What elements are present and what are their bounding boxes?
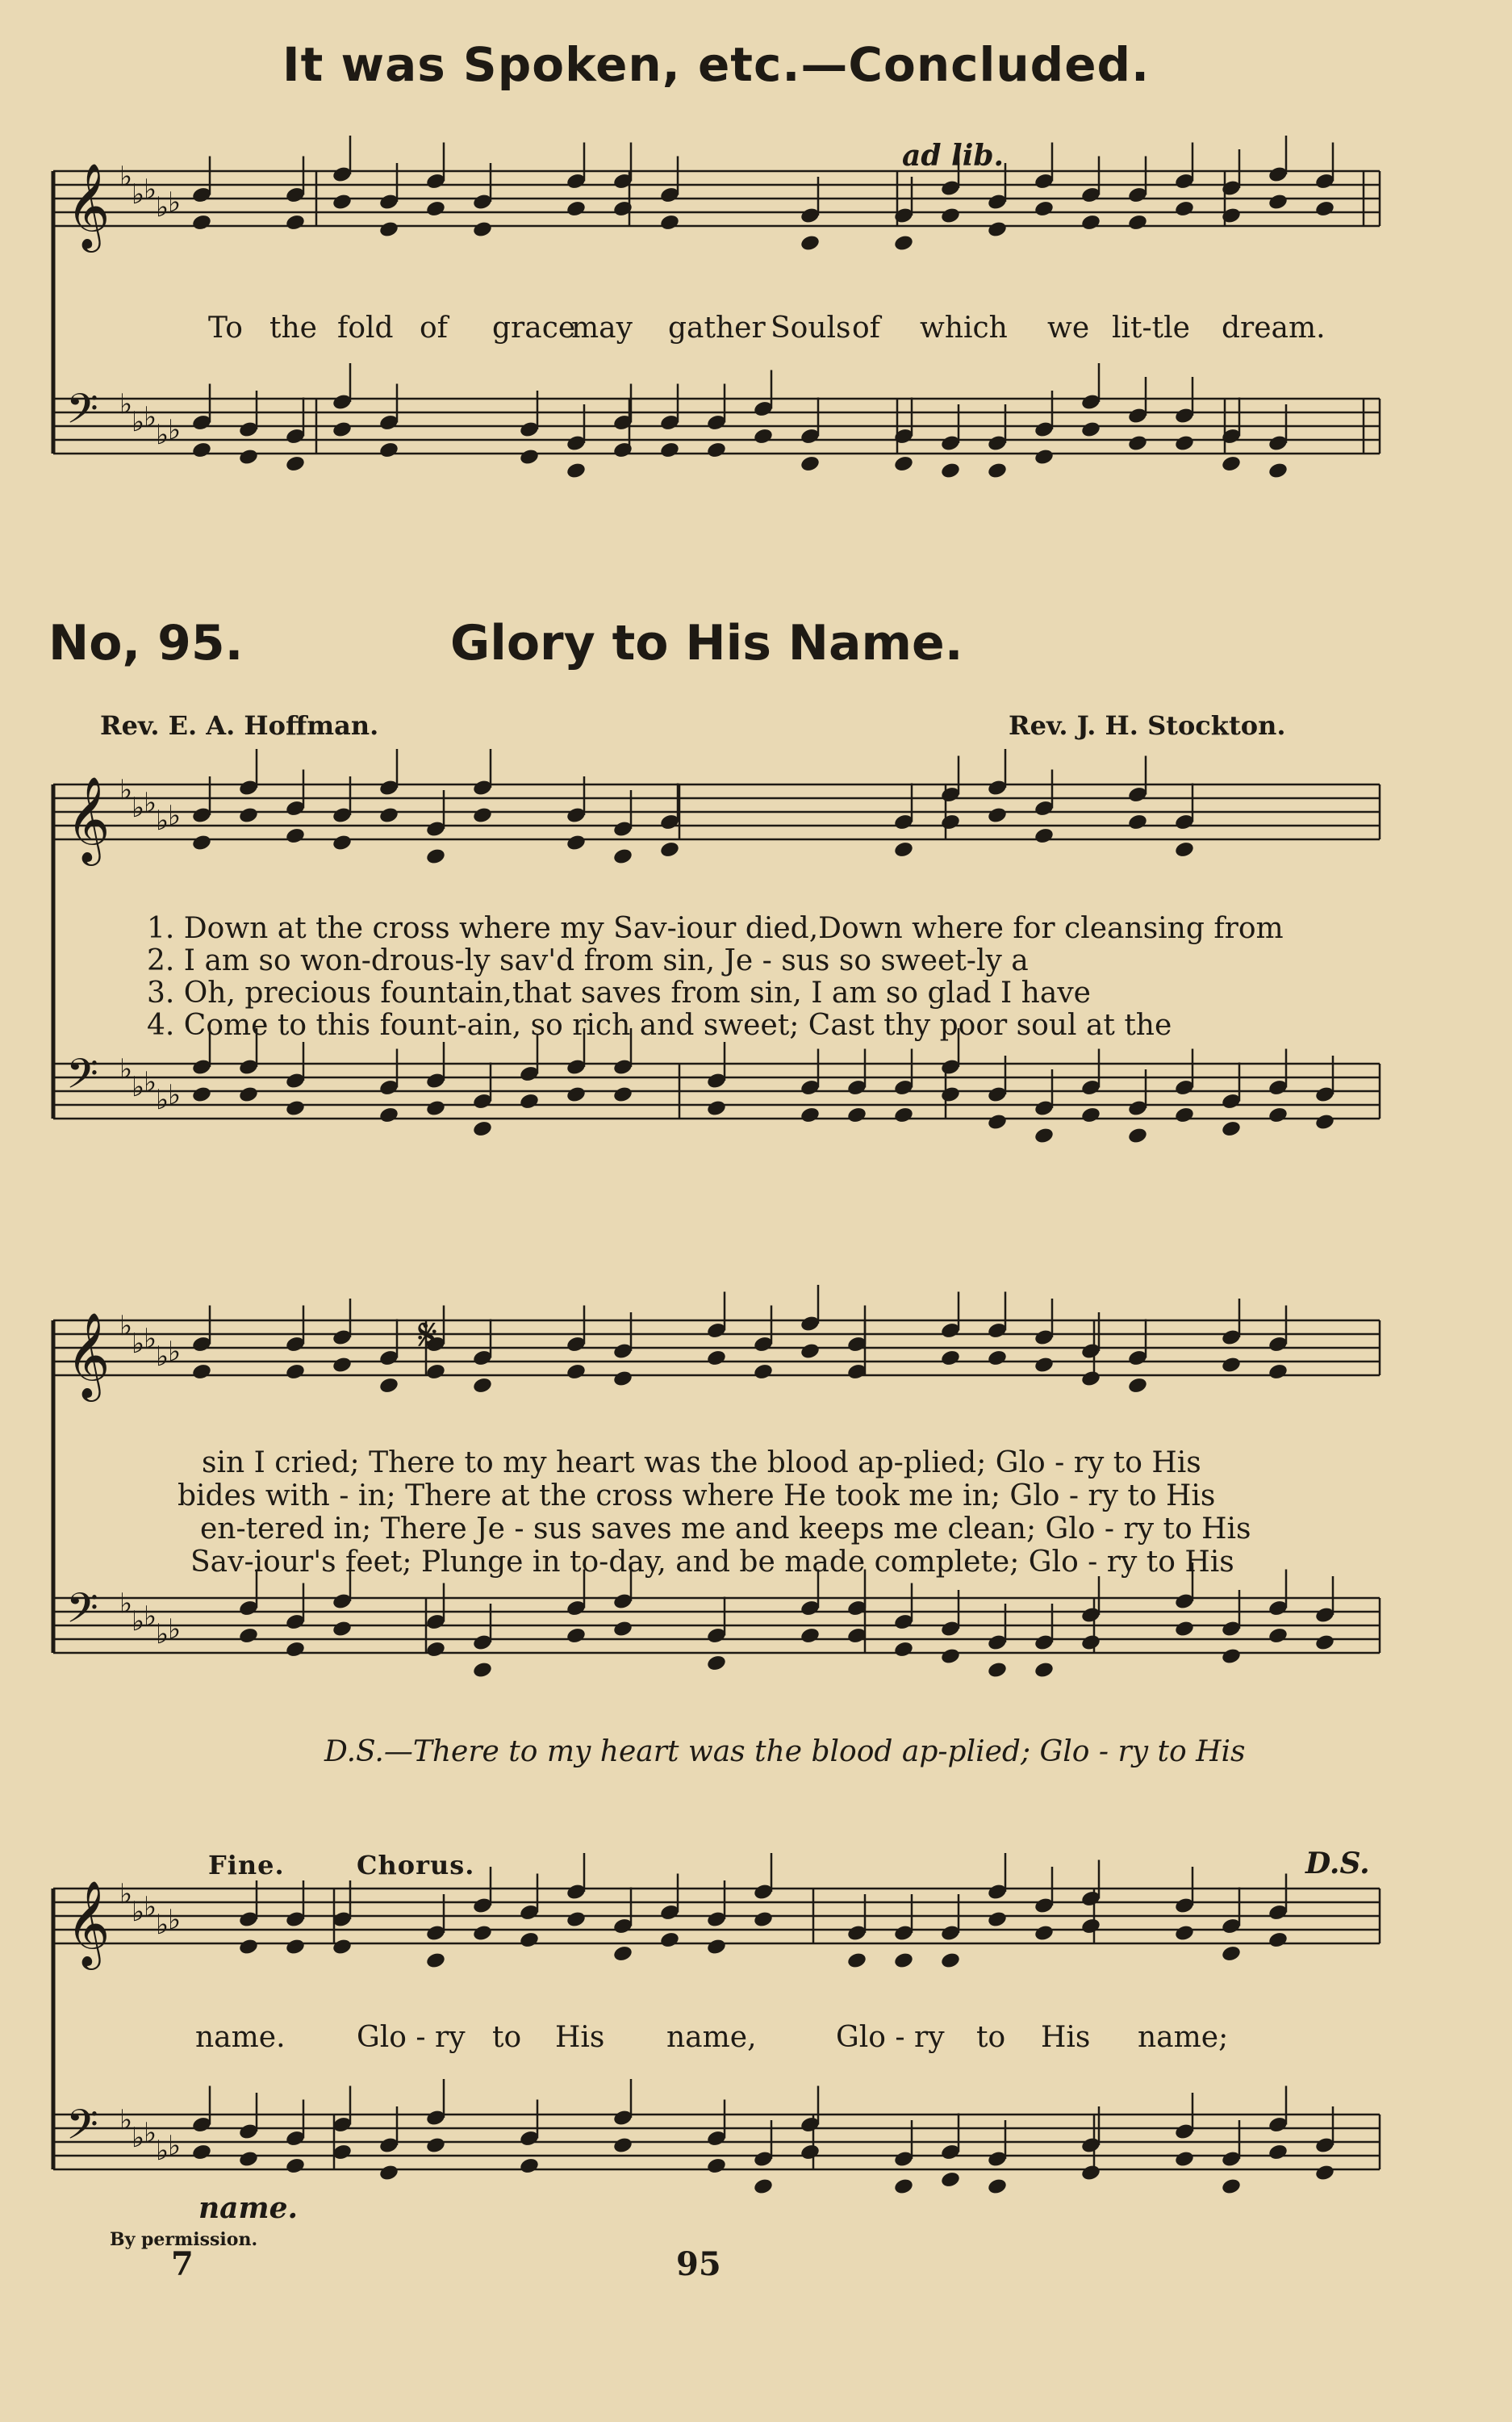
chorus-lyric-word: Glo - ry xyxy=(836,2021,945,2054)
note-head xyxy=(987,1113,1008,1132)
note-head xyxy=(332,193,353,211)
note-head xyxy=(1034,1127,1055,1145)
verse-line-2: 2. I am so won-drous-ly sav'd from sin, Je - sus so sweet-ly a xyxy=(147,944,1029,977)
note-head xyxy=(987,220,1008,239)
note-head xyxy=(191,834,212,852)
flat-sign: ♭ xyxy=(156,2135,169,2167)
verse-line-2b: bides with - in; There at the cross where He took me in; Glo - ry to His xyxy=(178,1479,1216,1512)
note-head xyxy=(472,1376,493,1395)
note-head xyxy=(191,1362,212,1381)
note-head xyxy=(472,1924,493,1943)
note-head xyxy=(1080,1633,1101,1652)
ds-line: D.S.—There to my heart was the blood ap-plied; Glo - ry to His xyxy=(324,1735,1246,1768)
note-head xyxy=(612,1944,633,1963)
note-head xyxy=(1268,1362,1289,1381)
note-head xyxy=(1034,199,1055,218)
flat-sign: ♭ xyxy=(119,1310,133,1342)
flat-sign: ♭ xyxy=(132,1605,145,1638)
note-head xyxy=(1268,193,1289,211)
note-head xyxy=(1221,1647,1242,1666)
note-head xyxy=(519,1092,540,1111)
flat-sign: ♭ xyxy=(168,2130,182,2162)
chorus-lyric-word: to xyxy=(492,2021,522,2054)
note-head xyxy=(1268,1930,1289,1949)
note-head xyxy=(846,1106,867,1124)
flat-sign: ♭ xyxy=(144,401,157,433)
note-head xyxy=(659,1930,680,1949)
chorus-lyric-word: Glo - ry xyxy=(357,2021,466,2054)
note-head xyxy=(1268,2143,1289,2161)
note-head xyxy=(800,1342,821,1361)
verse-line-3: 3. Oh, precious fountain,that saves from sin, I am so glad I have xyxy=(147,977,1091,1010)
note-head xyxy=(612,1620,633,1638)
note-heads xyxy=(66,136,1335,2195)
note-head xyxy=(987,462,1008,480)
note-head xyxy=(1174,2150,1195,2169)
note-head xyxy=(940,1086,961,1104)
note-head xyxy=(1127,213,1148,232)
treble-clef: 𝄞 xyxy=(66,776,111,862)
note-head xyxy=(1221,454,1242,473)
note-head xyxy=(472,1661,493,1680)
note-head xyxy=(332,1620,353,1638)
note-head xyxy=(706,441,727,459)
note-head xyxy=(1314,1633,1335,1652)
flat-sign: ♭ xyxy=(144,1891,157,1923)
flat-sign: ♭ xyxy=(168,1079,182,1111)
note-head xyxy=(706,1349,727,1367)
signature-mark: 7 xyxy=(171,2245,194,2283)
note-head xyxy=(566,834,587,852)
note-head xyxy=(566,1086,587,1104)
note-head xyxy=(893,234,914,253)
note-head xyxy=(1174,434,1195,453)
note-head xyxy=(285,1362,306,1381)
verse-line-1: 1. Down at the cross where my Sav-iour died,Down where for cleansing from xyxy=(147,912,1284,945)
note-head xyxy=(940,462,961,480)
top-lyric-word: we xyxy=(1047,312,1090,345)
flat-sign: ♭ xyxy=(168,1336,182,1368)
note-head xyxy=(800,454,821,473)
note-head xyxy=(706,1654,727,1672)
note-head xyxy=(378,1106,399,1124)
note-head xyxy=(987,2177,1008,2196)
bass-name-word: name. xyxy=(198,2191,299,2225)
note-head xyxy=(1268,1106,1289,1124)
top-lyric-word: the xyxy=(269,312,317,345)
note-head xyxy=(1080,213,1101,232)
note-head xyxy=(238,2150,259,2169)
composer-credit: Rev. J. H. Stockton. xyxy=(1009,710,1286,741)
note-head xyxy=(285,1938,306,1956)
note-head xyxy=(753,1362,774,1381)
note-head xyxy=(285,454,306,473)
note-head xyxy=(1034,1356,1055,1374)
note-head xyxy=(893,1640,914,1659)
note-head xyxy=(191,2143,212,2161)
note-head xyxy=(191,1086,212,1104)
note-head xyxy=(940,1951,961,1970)
page-number: 95 xyxy=(676,2245,721,2283)
flat-sign: ♭ xyxy=(168,1904,182,1936)
note-head xyxy=(940,1349,961,1367)
bass-clef: 𝄢 xyxy=(66,1049,98,1108)
note-head xyxy=(987,1349,1008,1367)
note-head xyxy=(987,806,1008,825)
note-head xyxy=(566,1362,587,1381)
chorus-lyric-word: name; xyxy=(1138,2021,1229,2054)
note-head xyxy=(378,220,399,239)
note-head xyxy=(238,1086,259,1104)
flat-sign: ♭ xyxy=(156,419,169,451)
flat-sign: ♭ xyxy=(119,1587,133,1620)
note-head xyxy=(378,441,399,459)
top-lyric-word: of xyxy=(852,312,880,345)
note-head xyxy=(1174,199,1195,218)
note-head xyxy=(238,448,259,466)
note-head xyxy=(285,2156,306,2175)
treble-clef: 𝄞 xyxy=(66,1311,111,1398)
note-head xyxy=(1080,2164,1101,2182)
note-head xyxy=(1221,1119,1242,1138)
note-head xyxy=(425,1099,446,1118)
flat-sign: ♭ xyxy=(119,388,133,420)
note-head xyxy=(285,1099,306,1118)
note-head xyxy=(753,2177,774,2196)
flat-sign: ♭ xyxy=(132,406,145,438)
note-head xyxy=(800,1106,821,1124)
note-head xyxy=(940,2170,961,2189)
note-head xyxy=(1174,840,1195,859)
note-head xyxy=(987,1661,1008,1680)
note-head xyxy=(940,1647,961,1666)
top-lyric-word: lit-tle xyxy=(1112,312,1190,345)
note-head xyxy=(332,1356,353,1374)
ds-marking: D.S. xyxy=(1305,1847,1370,1880)
flat-sign: ♭ xyxy=(156,1341,169,1373)
note-head xyxy=(472,1119,493,1138)
flat-sign: ♭ xyxy=(144,1600,157,1633)
flat-sign: ♭ xyxy=(156,1084,169,1116)
note-head xyxy=(425,847,446,866)
note-head xyxy=(612,1086,633,1104)
verse-line-4b: Sav-iour's feet; Plunge in to-day, and be made complete; Glo - ry to His xyxy=(190,1546,1234,1579)
top-lyric-word: of xyxy=(420,312,448,345)
flat-sign: ♭ xyxy=(156,191,169,224)
bass-clef: 𝄢 xyxy=(66,384,98,443)
note-head xyxy=(940,207,961,225)
flat-sign: ♭ xyxy=(168,800,182,832)
note-head xyxy=(285,213,306,232)
note-head xyxy=(1034,448,1055,466)
note-head xyxy=(1080,1917,1101,1935)
note-head xyxy=(1127,1376,1148,1395)
chorus-lyric-word: His xyxy=(1041,2021,1091,2054)
note-head xyxy=(893,1106,914,1124)
note-head xyxy=(472,806,493,825)
note-head xyxy=(332,420,353,439)
note-head xyxy=(1314,199,1335,218)
verse-line-1b: sin I cried; There to my heart was the blood ap-plied; Glo - ry to His xyxy=(202,1446,1201,1479)
note-head xyxy=(1314,2164,1335,2182)
note-head xyxy=(191,441,212,459)
note-head xyxy=(1221,1944,1242,1963)
flat-sign: ♭ xyxy=(119,1053,133,1086)
verse-line-3b: en-tered in; There Je - sus saves me and keeps me clean; Glo - ry to His xyxy=(200,1512,1251,1546)
note-head xyxy=(659,213,680,232)
note-head xyxy=(566,1910,587,1929)
note-head xyxy=(612,847,633,866)
flat-sign: ♭ xyxy=(119,161,133,193)
note-head xyxy=(566,462,587,480)
top-lyric-word: gather xyxy=(668,312,766,345)
note-head xyxy=(425,1362,446,1381)
ad-lib-marking: ad lib. xyxy=(902,139,1005,173)
chorus-lyric-word: to xyxy=(976,2021,1006,2054)
flat-sign: ♭ xyxy=(156,1909,169,1941)
note-head xyxy=(893,454,914,473)
flat-sign: ♭ xyxy=(156,1618,169,1650)
top-lyric-word: Souls xyxy=(771,312,851,345)
segno-sign: 𝄋 xyxy=(418,1309,438,1362)
note-head xyxy=(800,2143,821,2161)
note-head xyxy=(285,1640,306,1659)
note-head xyxy=(519,2156,540,2175)
hymn-number: No, 95. xyxy=(48,615,244,671)
note-head xyxy=(332,834,353,852)
note-head xyxy=(846,1951,867,1970)
top-lyric-word: which xyxy=(920,312,1008,345)
flat-sign: ♭ xyxy=(144,787,157,819)
note-head xyxy=(378,1376,399,1395)
note-head xyxy=(1080,1106,1101,1124)
permission-note: By permission. xyxy=(110,2229,258,2250)
flat-sign: ♭ xyxy=(144,2117,157,2149)
note-head xyxy=(753,427,774,445)
note-head xyxy=(659,840,680,859)
note-head xyxy=(1127,1127,1148,1145)
flat-sign: ♭ xyxy=(119,1878,133,1910)
note-head xyxy=(706,2156,727,2175)
note-head xyxy=(1034,826,1055,845)
flat-sign: ♭ xyxy=(132,1896,145,1928)
note-head xyxy=(566,1626,587,1645)
note-head xyxy=(1268,462,1289,480)
hymn-title: Glory to His Name. xyxy=(450,615,963,671)
flat-sign: ♭ xyxy=(132,1071,145,1103)
note-head xyxy=(1034,1924,1055,1943)
verse-line-4: 4. Come to this fount-ain, so rich and sweet; Cast thy poor soul at the xyxy=(147,1009,1172,1042)
note-head xyxy=(1034,1661,1055,1680)
note-head xyxy=(378,2164,399,2182)
fine-marking: Fine. xyxy=(208,1850,285,1880)
page-title: It was Spoken, etc.—Concluded. xyxy=(282,37,1151,92)
note-head xyxy=(238,1938,259,1956)
chorus-lyric-word: His xyxy=(555,2021,605,2054)
note-head xyxy=(1174,1106,1195,1124)
flat-sign: ♭ xyxy=(168,186,182,219)
note-head xyxy=(1080,1370,1101,1388)
flat-sign: ♭ xyxy=(132,2122,145,2154)
note-head xyxy=(1174,1924,1195,1943)
note-head xyxy=(753,1910,774,1929)
note-head xyxy=(425,1951,446,1970)
note-head xyxy=(191,213,212,232)
note-head xyxy=(519,1930,540,1949)
chorus-lyric-word: name. xyxy=(195,2021,286,2054)
bass-clef: 𝄢 xyxy=(66,2100,98,2159)
note-head xyxy=(238,806,259,825)
flat-sign: ♭ xyxy=(119,774,133,806)
chorus-marking: Chorus. xyxy=(357,1850,475,1880)
flat-sign: ♭ xyxy=(144,1323,157,1355)
note-head xyxy=(1174,1620,1195,1638)
note-head xyxy=(800,1626,821,1645)
note-head xyxy=(1268,1626,1289,1645)
note-head xyxy=(425,2136,446,2155)
note-head xyxy=(893,840,914,859)
note-head xyxy=(893,2177,914,2196)
note-head xyxy=(425,199,446,218)
note-head xyxy=(566,199,587,218)
top-lyric-word: may xyxy=(571,312,633,345)
note-head xyxy=(425,1640,446,1659)
flat-sign: ♭ xyxy=(144,174,157,206)
author-credit: Rev. E. A. Hoffman. xyxy=(100,710,379,741)
note-head xyxy=(1127,813,1148,831)
note-head xyxy=(1221,1356,1242,1374)
note-head xyxy=(1221,2177,1242,2196)
note-head xyxy=(706,1099,727,1118)
flat-sign: ♭ xyxy=(168,1613,182,1646)
flat-sign: ♭ xyxy=(132,178,145,211)
note-head xyxy=(1080,420,1101,439)
note-head xyxy=(472,220,493,239)
note-head xyxy=(285,826,306,845)
flat-sign: ♭ xyxy=(156,805,169,837)
note-head xyxy=(706,1938,727,1956)
note-head xyxy=(940,813,961,831)
note-head xyxy=(659,441,680,459)
note-head xyxy=(612,2136,633,2155)
note-head xyxy=(238,1626,259,1645)
note-head xyxy=(1314,1113,1335,1132)
treble-clef: 𝄞 xyxy=(66,162,111,249)
treble-clef: 𝄞 xyxy=(66,1880,111,1966)
bass-clef: 𝄢 xyxy=(66,1583,98,1642)
note-head xyxy=(800,234,821,253)
top-lyric-word: grace xyxy=(492,312,576,345)
top-lyric-word: fold xyxy=(337,312,394,345)
note-head xyxy=(378,806,399,825)
top-lyric-word: To xyxy=(208,312,243,345)
flat-sign: ♭ xyxy=(168,414,182,446)
top-lyric-word: dream. xyxy=(1222,312,1326,345)
note-head xyxy=(612,1370,633,1388)
flat-sign: ♭ xyxy=(132,1328,145,1360)
note-head xyxy=(987,1910,1008,1929)
flat-sign: ♭ xyxy=(119,2104,133,2136)
note-head xyxy=(1127,434,1148,453)
flat-sign: ♭ xyxy=(144,1066,157,1098)
note-head xyxy=(893,1951,914,1970)
chorus-lyric-word: name, xyxy=(666,2021,757,2054)
note-head xyxy=(519,448,540,466)
flat-sign: ♭ xyxy=(132,792,145,824)
